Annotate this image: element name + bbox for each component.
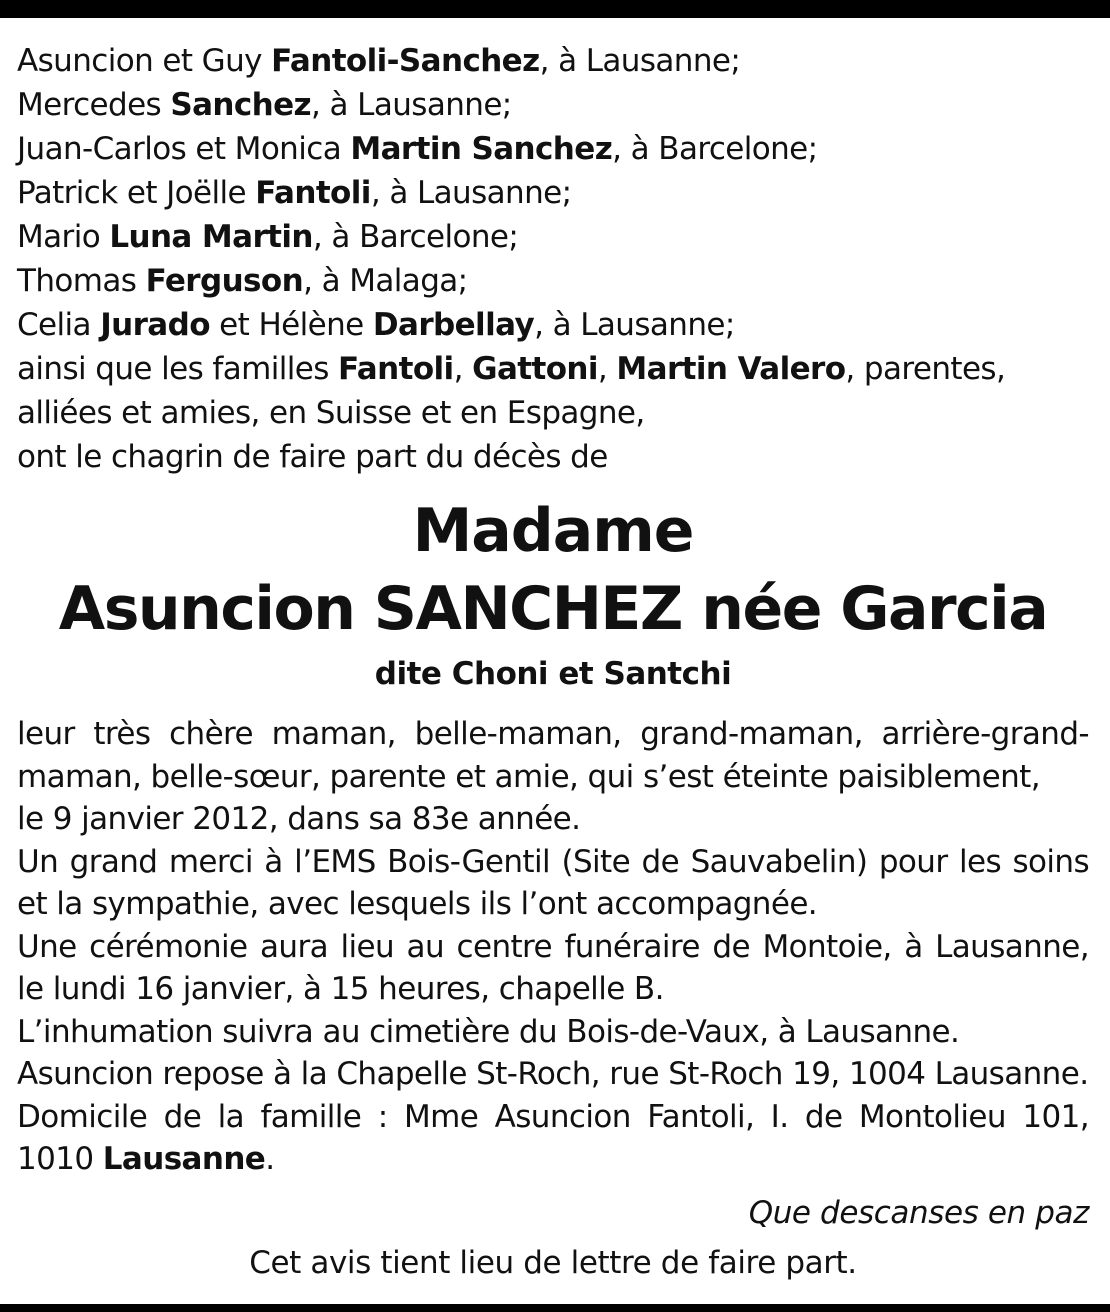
extended-families — [17, 347, 1089, 435]
family-line-6 — [17, 259, 1089, 303]
family-surname: Martin Sanchez — [350, 131, 613, 167]
family-line-7 — [17, 303, 1089, 347]
family-line-1 — [17, 39, 1089, 83]
deceased-block — [17, 493, 1089, 699]
family-surname: Luna Martin — [109, 219, 313, 255]
family-surname: Fantoli — [338, 351, 454, 387]
family-surname: Fantoli-Sanchez — [271, 43, 540, 79]
obituary-notice — [17, 39, 1089, 1285]
family-surname: Gattoni — [472, 351, 598, 387]
announcement-line: ont le chagrin de faire part du décès de — [17, 439, 608, 475]
families-outro: , parentes, alliées et amies, en Suisse et en Espagne, — [17, 351, 1006, 431]
family-location: , à Lausanne; — [534, 307, 735, 343]
family-first-names: Celia — [17, 307, 101, 343]
family-first-names: Mario — [17, 219, 110, 255]
closing-phrase: Que descanses en paz — [748, 1194, 1089, 1231]
family-line-2 — [17, 83, 1089, 127]
family-surname: Martin Valero — [616, 351, 846, 387]
thanks-paragraph: Un grand merci à l’EMS Bois-Gentil (Site de Sauvabelin) pour les soins et la sympathie, avec lesquels ils l’ont accompagnée. — [17, 843, 1089, 922]
family-location: , à Barcelone; — [612, 131, 818, 167]
deceased-name: Asuncion SANCHEZ née Garcia — [58, 574, 1048, 644]
family-address — [17, 1096, 1089, 1181]
separator: , — [453, 351, 473, 387]
family-first-names: Thomas — [17, 263, 146, 299]
address-text: Domicile de la famille : Mme Asuncion Fantoli, I. de Montolieu 101, 1010 — [17, 1098, 1089, 1177]
separator: , — [597, 351, 617, 387]
bottom-border-rule — [0, 1304, 1110, 1312]
footer-note: Cet avis tient lieu de lettre de faire part. — [249, 1244, 857, 1281]
family-line-3 — [17, 127, 1089, 171]
family-location: , à Lausanne; — [539, 43, 741, 79]
family-location: , à Malaga; — [303, 263, 468, 299]
family-line-5 — [17, 215, 1089, 259]
deceased-title: Madame — [412, 496, 694, 566]
ceremony-paragraph: Une cérémonie aura lieu au centre funéraire de Montoie, à Lausanne, le lundi 16 janvier, à 15 heures, chapelle B. — [17, 928, 1089, 1007]
family-location: , à Lausanne; — [370, 175, 572, 211]
family-first-names: Asuncion et Guy — [17, 43, 272, 79]
burial-line: L’inhumation suivra au cimetière du Bois-de-Vaux, à Lausanne. — [17, 1013, 960, 1050]
family-surname: Sanchez — [170, 87, 311, 123]
top-border-rule — [0, 0, 1110, 18]
families-intro: ainsi que les familles — [17, 351, 339, 387]
family-first-names: et Hélène — [209, 307, 373, 343]
family-first-names: Juan-Carlos et Monica — [17, 131, 351, 167]
family-location: , à Barcelone; — [312, 219, 519, 255]
death-date-line: le 9 janvier 2012, dans sa 83e année. — [17, 801, 581, 837]
family-surname: Jurado — [100, 307, 210, 343]
deceased-nickname: dite Choni et Santchi — [374, 656, 732, 692]
family-line-4 — [17, 171, 1089, 215]
address-end: . — [265, 1141, 275, 1177]
family-location: , à Lausanne; — [311, 87, 512, 123]
family-surname: Fantoli — [255, 175, 371, 211]
family-first-names: Patrick et Joëlle — [17, 175, 256, 211]
family-first-names: Mercedes — [17, 87, 171, 123]
chapel-line: Asuncion repose à la Chapelle St-Roch, rue St-Roch 19, 1004 Lausanne. — [17, 1056, 1089, 1092]
address-city: Lausanne — [102, 1141, 266, 1177]
family-surname: Darbellay — [372, 307, 535, 343]
family-surname: Ferguson — [145, 263, 304, 299]
tribute-paragraph: leur très chère maman, belle-maman, grand-maman, arrière-grand-maman, belle-sœur, parente et amie, qui s’est éteinte paisiblement, — [17, 716, 1089, 795]
